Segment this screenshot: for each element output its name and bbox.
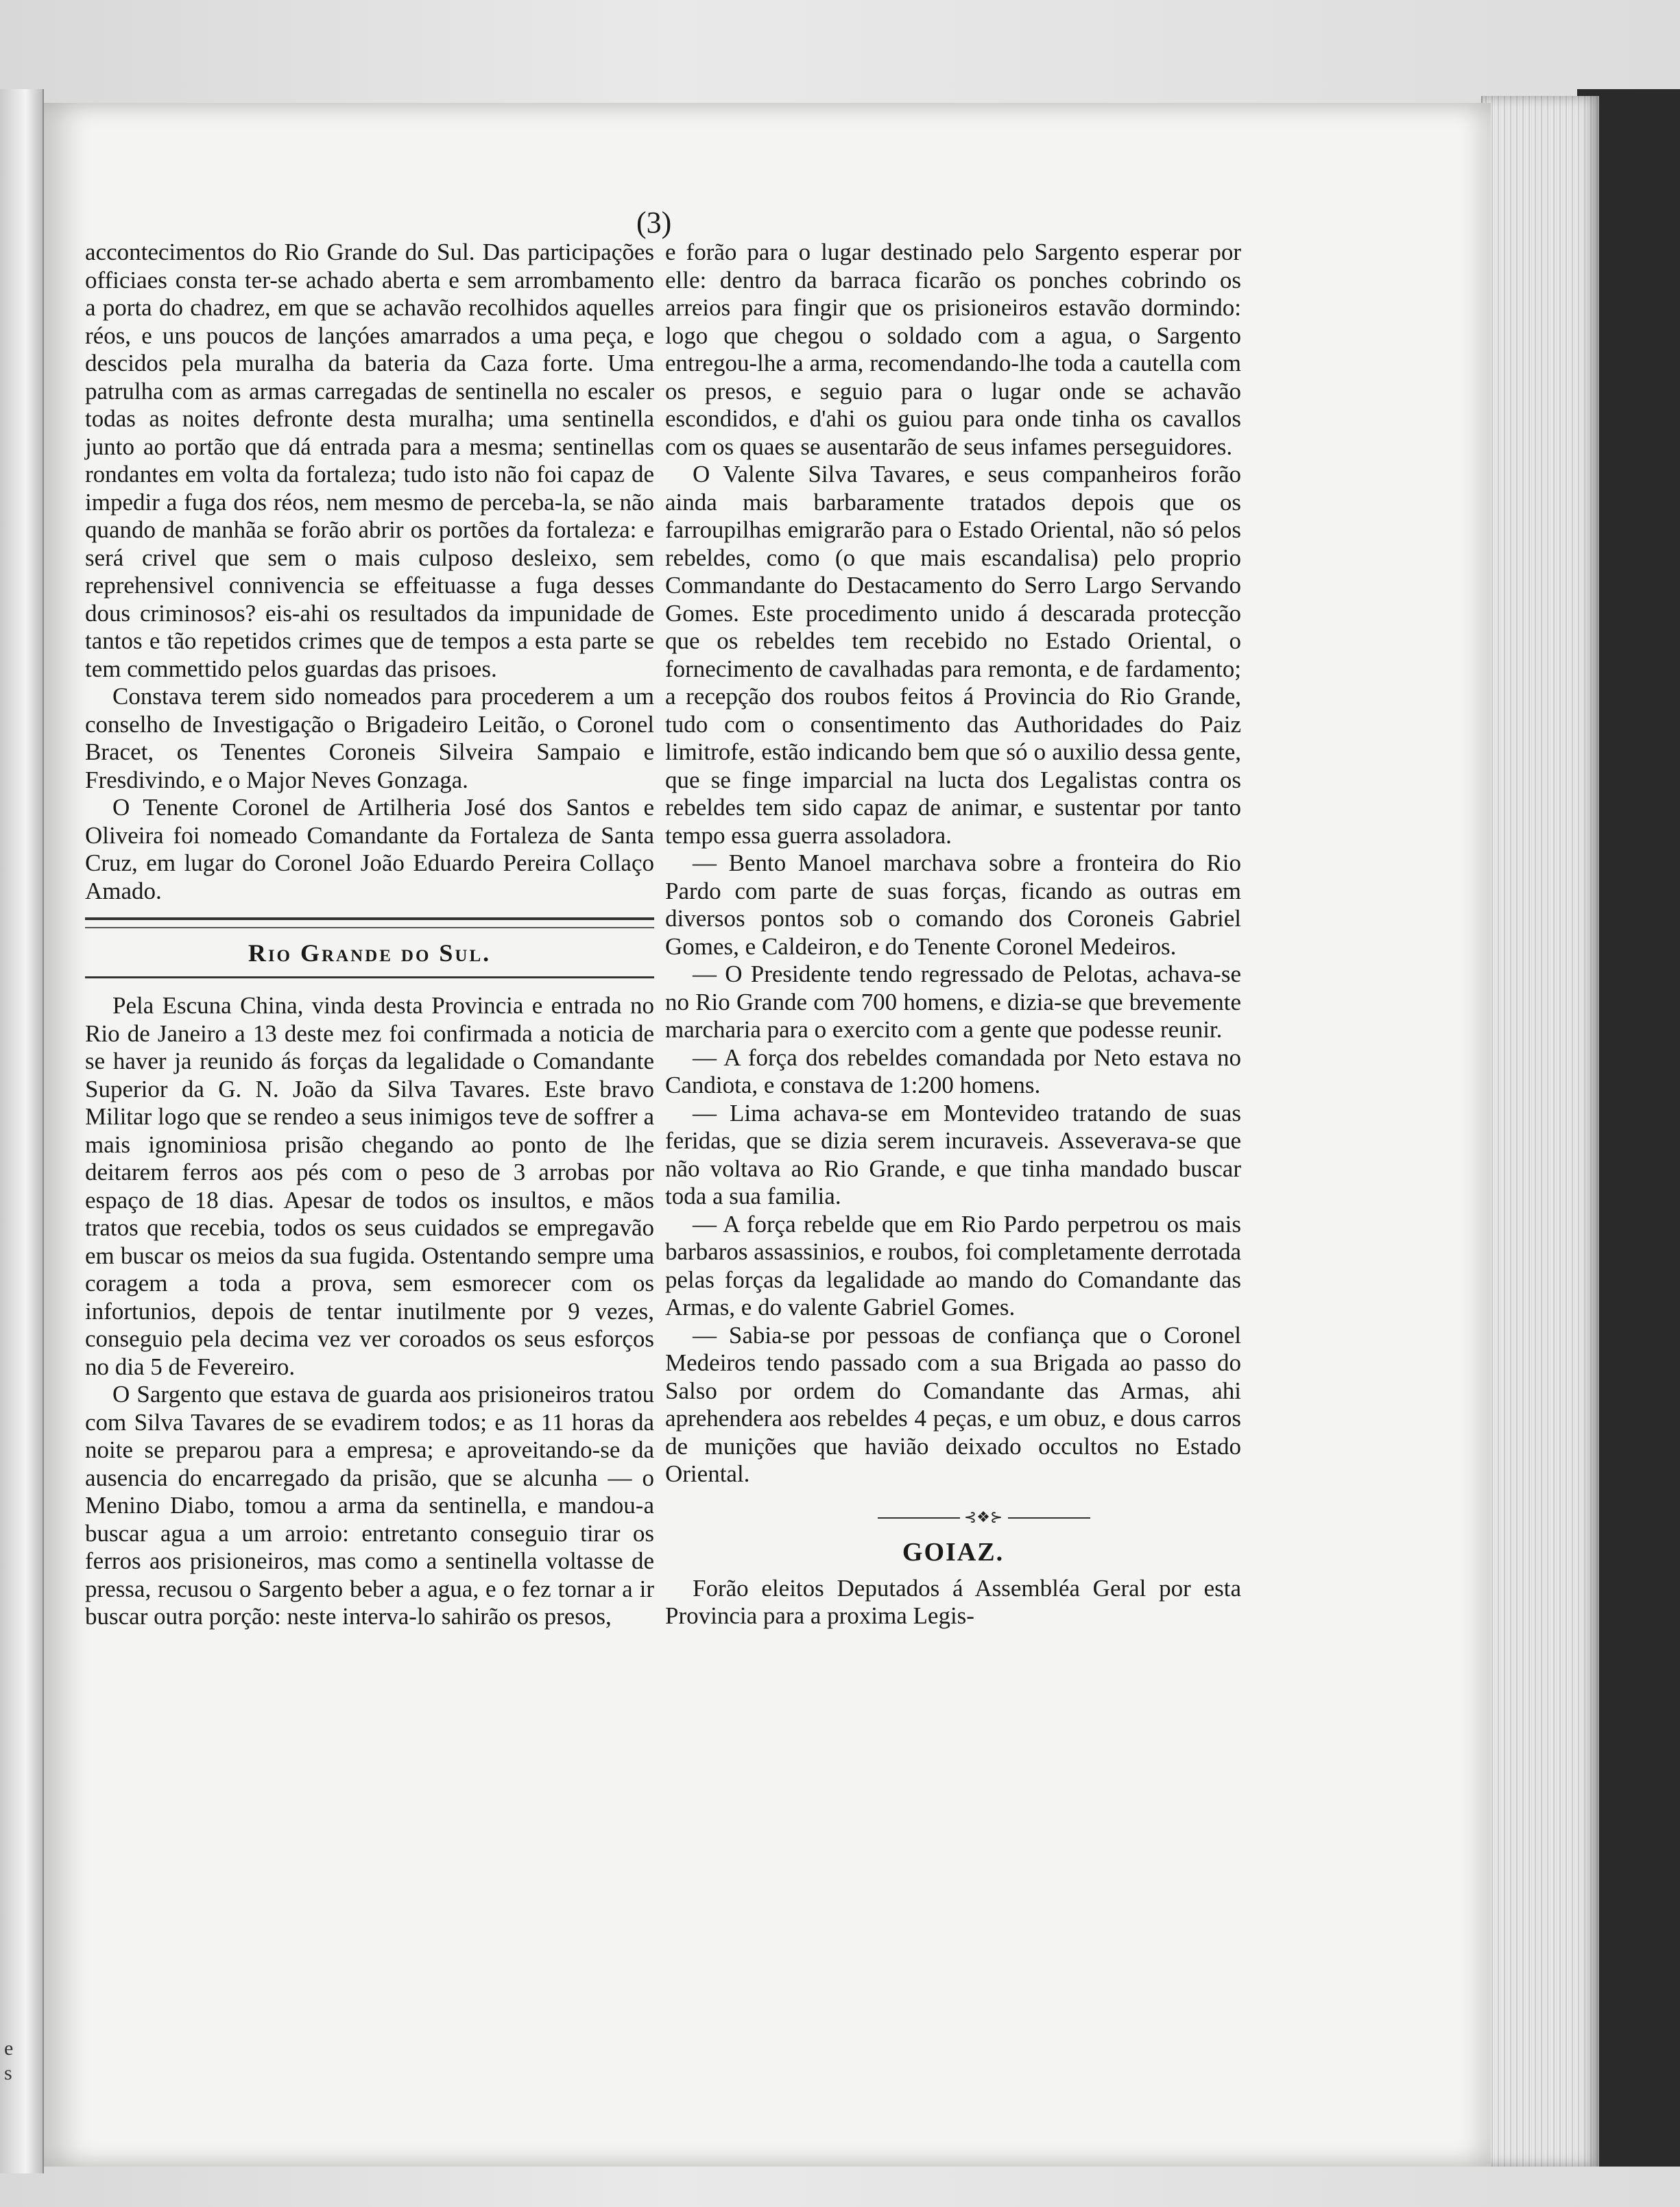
section-divider (85, 976, 654, 978)
article-paragraph: O Sargento que estava de guarda aos prisioneiros tratou com Silva Tavares de se evadirem todos; e as 11 horas da noite se preparou para a empresa; e aproveitando-se da ausencia do encarregado da prisão, que se alcunha — o Menino Diabo, tomou a arma da sentinella, e mandou-a buscar agua a um arroio: entretanto conseguio tirar os ferros aos prisioneiros, mas como a sentinella voltasse de pressa, recusou o Sargento beber a agua, e o fez tornar a ir buscar outra porção: neste interva-lo sahirão os presos, (85, 1381, 654, 1630)
left-edge-letter: s (4, 2062, 12, 2084)
ornament-line (1008, 1517, 1090, 1519)
left-page-edge (0, 89, 44, 2173)
section-heading: Rio Grande do Sul. (248, 939, 492, 967)
news-item: — A força dos rebeldes comandada por Neto estava no Candiota, e constava de 1:200 homens. (665, 1044, 1241, 1098)
article-paragraph: e forão para o lugar destinado pelo Sargento esperar por elle: dentro da barraca ficarão os ponches cobrindo os arreios para fingir que os prisioneiros estavão dormindo: logo que chegou o soldado com a agua, o Sargento entregou-lhe a arma, recomendando-lhe toda a cautella com os presos, e seguio para o lugar onde se achavão escondidos, e d'ahi os guiou para onde tinha os cavallos com os quaes se ausentarão de seus infames perseguidores. (665, 239, 1241, 460)
article-paragraph: Forão eleitos Deputados á Assembléa Geral por esta Provincia para a proxima Legis- (665, 1574, 1241, 1629)
article-paragraph: O Tenente Coronel de Artilheria José dos Santos e Oliveira foi nomeado Comandante da Fortaleza de Santa Cruz, em lugar do Coronel João Eduardo Pereira Collaço Amado. (85, 794, 654, 904)
ornament-line (878, 1517, 960, 1519)
right-column (665, 239, 1241, 1630)
left-edge-text (4, 2036, 32, 2086)
news-item: — O Presidente tendo regressado de Pelotas, achava-se no Rio Grande com 700 homens, e dizia-se que brevemente marcharia para o exercito com a gente que podesse reunir. (665, 961, 1241, 1043)
ornament-icon: ⊰❖⊱ (963, 1508, 1003, 1525)
page-stack-edge (1481, 96, 1599, 2167)
article-paragraph: accontecimentos do Rio Grande do Sul. Das participações officiaes consta ter-se achado aberta e sem arrombamento a porta do chadrez, em que se achavão recolhidos aquelles réos, e uns poucos de lançóes amarrados a uma peça, e descidos pela muralha da bateria da Caza forte. Uma patrulha com as armas carregadas de sentinella no escaler todas as noites defronte desta muralha; uma sentinella junto ao portão que dá entrada para a mesma; sentinellas rondantes em volta da fortaleza; tudo isto não foi capaz de impedir a fuga dos réos, nem mesmo de perceba-la, se não quando de manhãa se forão abrir os portões da fortaleza: e será crivel que sem o mais culposo desleixo, sem reprehensivel connivencia se effeituasse a fuga desses dous criminosos? eis-ahi os resultados da impunidade de tantos e tão repetidos crimes que de tempos a esta parte se tem commettido pelos guardas das prisoes. (85, 239, 654, 682)
news-item: — Sabia-se por pessoas de confiança que o Coronel Medeiros tendo passado com a sua Brigada ao passo do Salso por ordem do Comandante das Armas, ahi aprehendera aos rebeldes 4 peças, e um obuz, e dous carros de munições que havião deixado occultos no Estado Oriental. (665, 1321, 1241, 1487)
article-paragraph: Constava terem sido nomeados para procederem a um conselho de Investigação o Brigadeiro Leitão, o Coronel Bracet, os Tenentes Coroneis Silveira Sampaio e Fresdivindo, e o Major Neves Gonzaga. (85, 683, 654, 793)
page-number: (3) (636, 206, 672, 239)
news-item: — Lima achava-se em Montevideo tratando de suas feridas, que se dizia serem incuraveis. Asseverava-se que não voltava ao Rio Grande, e que tinha mandado buscar toda a sua familia. (665, 1099, 1241, 1209)
left-column (85, 239, 654, 1631)
news-item: — Bento Manoel marchava sobre a fronteira do Rio Pardo com parte de suas forças, ficando as outras em diversos pontos sob o comando dos Coroneis Gabriel Gomes, e Caldeiron, e do Tenente Coronel Medeiros. (665, 849, 1241, 960)
section-divider (85, 917, 654, 928)
left-edge-letter: e (4, 2037, 14, 2060)
article-paragraph: O Valente Silva Tavares, e seus companheiros forão ainda mais barbaramente tratados depois que os farroupilhas emigrarão para o Estado Oriental, não só pelos rebeldes, como (o que mais escandalisa) pelo proprio Commandante do Destacamento do Serro Largo Servando Gomes. Este procedimento unido á descarada protecção que os rebeldes tem recebido no Estado Oriental, o fornecimento de cavalhadas para remonta, e de fardamento; a recepção dos roubos feitos á Provincia do Rio Grande, tudo com o consentimento das Authoridades do Paiz limitrofe, estão indicando bem que só o auxilio dessa gente, que se finge imparcial na lucta dos Legalistas contra os rebeldes tem sido capaz de animar, e sustentar por tanto tempo essa guerra assoladora. (665, 461, 1241, 849)
section-heading-goiaz: GOIAZ. (902, 1537, 1005, 1567)
ornament-divider (665, 1508, 1241, 1525)
article-paragraph: Pela Escuna China, vinda desta Provincia e entrada no Rio de Janeiro a 13 deste mez foi confirmada a noticia de se haver ja reunido ás forças da legalidade o Comandante Superior da G. N. João da Silva Tavares. Este bravo Militar logo que se rendeo a seus inimigos teve de soffrer a mais ignominiosa prisão chegando ao ponto de lhe deitarem ferros aos pés com o peso de 3 arrobas por espaço de 18 dias. Apesar de todos os insultos, e mãos tratos que recebia, todos os seus cuidados se empregavão em buscar os meios da sua fugida. Ostentando sempre uma coragem a toda a prova, sem esmorecer com os infortunios, depois de tentar inutilmente por 9 vezes, conseguio pela decima vez ver coroados os seus esforços no dia 5 de Fevereiro. (85, 992, 654, 1380)
news-item: — A força rebelde que em Rio Pardo perpetrou os mais barbaros assassinios, e roubos, foi completamente derrotada pelas forças da legalidade ao mando do Comandante das Armas, e do valente Gabriel Gomes. (665, 1210, 1241, 1320)
